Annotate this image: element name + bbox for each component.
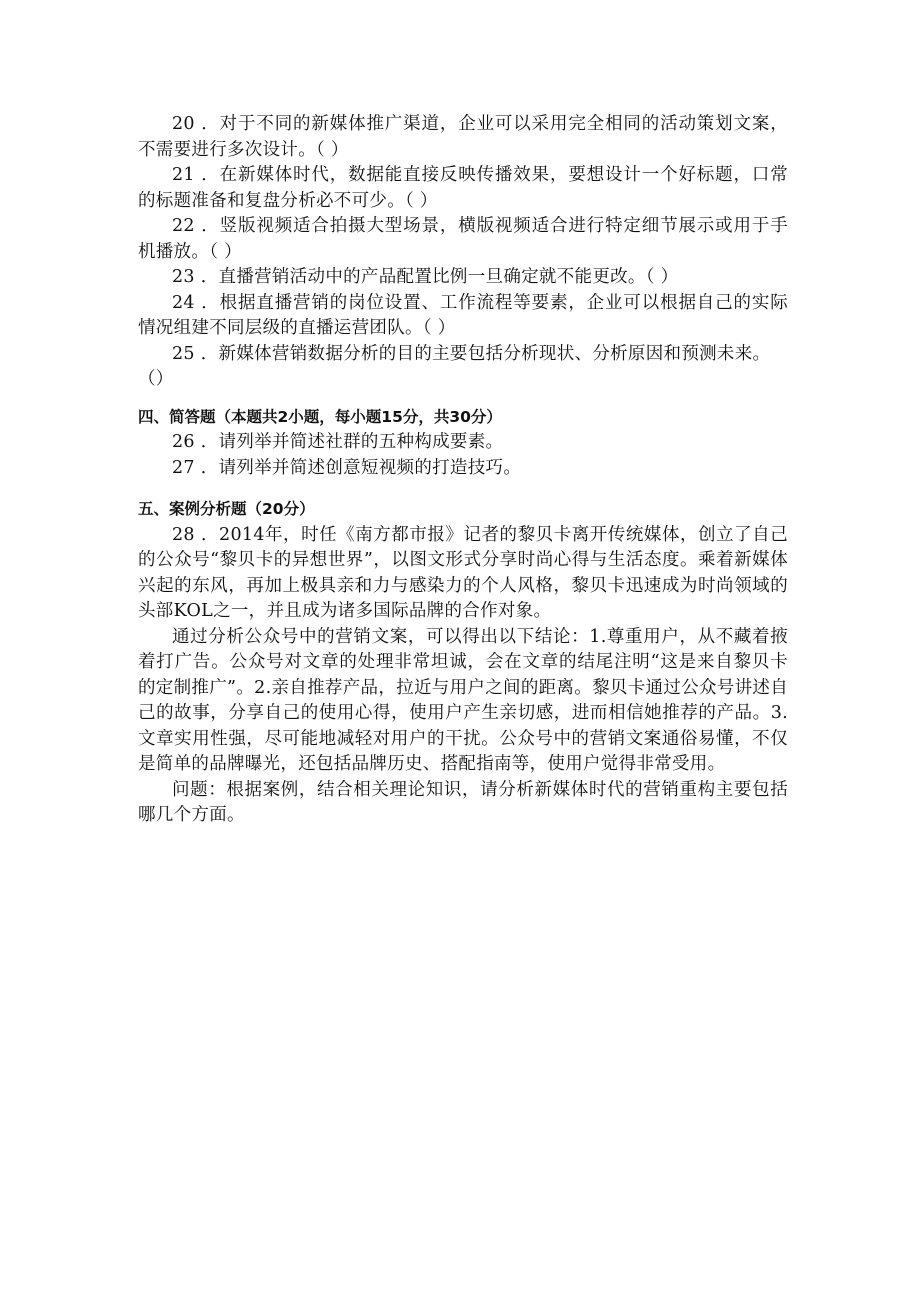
answer-paren-25: （）: [138, 369, 174, 389]
case-paragraph-2: 通过分析公众号中的营销文案，可以得出以下结论：1.尊重用户，从不藏着掖着打广告。公众号对文章的处理非常坦诚，会在文章的结尾注明“这是来自黎贝卡的定制推广”。2.亲自推荐产品，拉近与用户之间的距离。黎贝卡通过公众号讲述自己的故事，分享自己的使用心得，使用户产生亲切感，进而相信她推荐的产品。3.文章实用性强，尽可能地减轻对用户的干扰。公众号中的营销文案通俗易懂，不仅是简单的品牌曝光，还包括品牌历史、搭配指南等，使用户觉得非常受用。: [138, 626, 788, 774]
spacer: [138, 393, 788, 405]
case-paragraph-1: 28 ．2014年，时任《南方都市报》记者的黎贝卡离开传统媒体，创立了自己的公众号“黎贝卡的异想世界”，以图文形式分享时尚心得与生活态度。乘着新媒体兴起的东风，再加上极具亲和力与感染力的个人风格，黎贝卡迅速成为时尚领域的头部KOL之一，并且成为诸多国际品牌的合作对象。: [138, 524, 788, 621]
case-question: 问题：根据案例，结合相关理论知识，请分析新媒体时代的营销重构主要包括哪几个方面。: [138, 779, 788, 825]
question-26: 26 ．请列举并简述社群的五种构成要素。: [172, 432, 504, 452]
spacer: [138, 481, 788, 497]
question-24: 24 ．根据直播营销的岗位设置、工作流程等要素，企业可以根据自己的实际情况组建不同层级的直播运营团队。（ ）: [138, 292, 788, 338]
section-4-title: 四、简答题（本题共2小题，每小题15分，共30分）: [138, 407, 502, 426]
question-23: 23 ．直播营销活动中的产品配置比例一旦确定就不能更改。（ ）: [172, 267, 679, 287]
section-5-title: 五、案例分析题（20分）: [138, 500, 315, 518]
question-27: 27 ．请列举并简述创意短视频的打造技巧。: [172, 457, 522, 478]
question-20: 20 ．对于不同的新媒体推广渠道，企业可以采用完全相同的活动策划文案，不需要进行多次设计。（ ）: [138, 114, 788, 160]
question-22: 22 ．竖版视频适合拍摄大型场景，横版视频适合进行特定细节展示或用于手机播放。（ ）: [138, 216, 788, 262]
question-21: 21 ．在新媒体时代，数据能直接反映传播效果，要想设计一个好标题，口常的标题准备和复盘分析必不可少。（ ）: [138, 165, 788, 211]
exam-page: [138, 112, 788, 829]
question-25: 25 ．新媒体营销数据分析的目的主要包括分析现状、分析原因和预测未来。: [172, 343, 771, 364]
